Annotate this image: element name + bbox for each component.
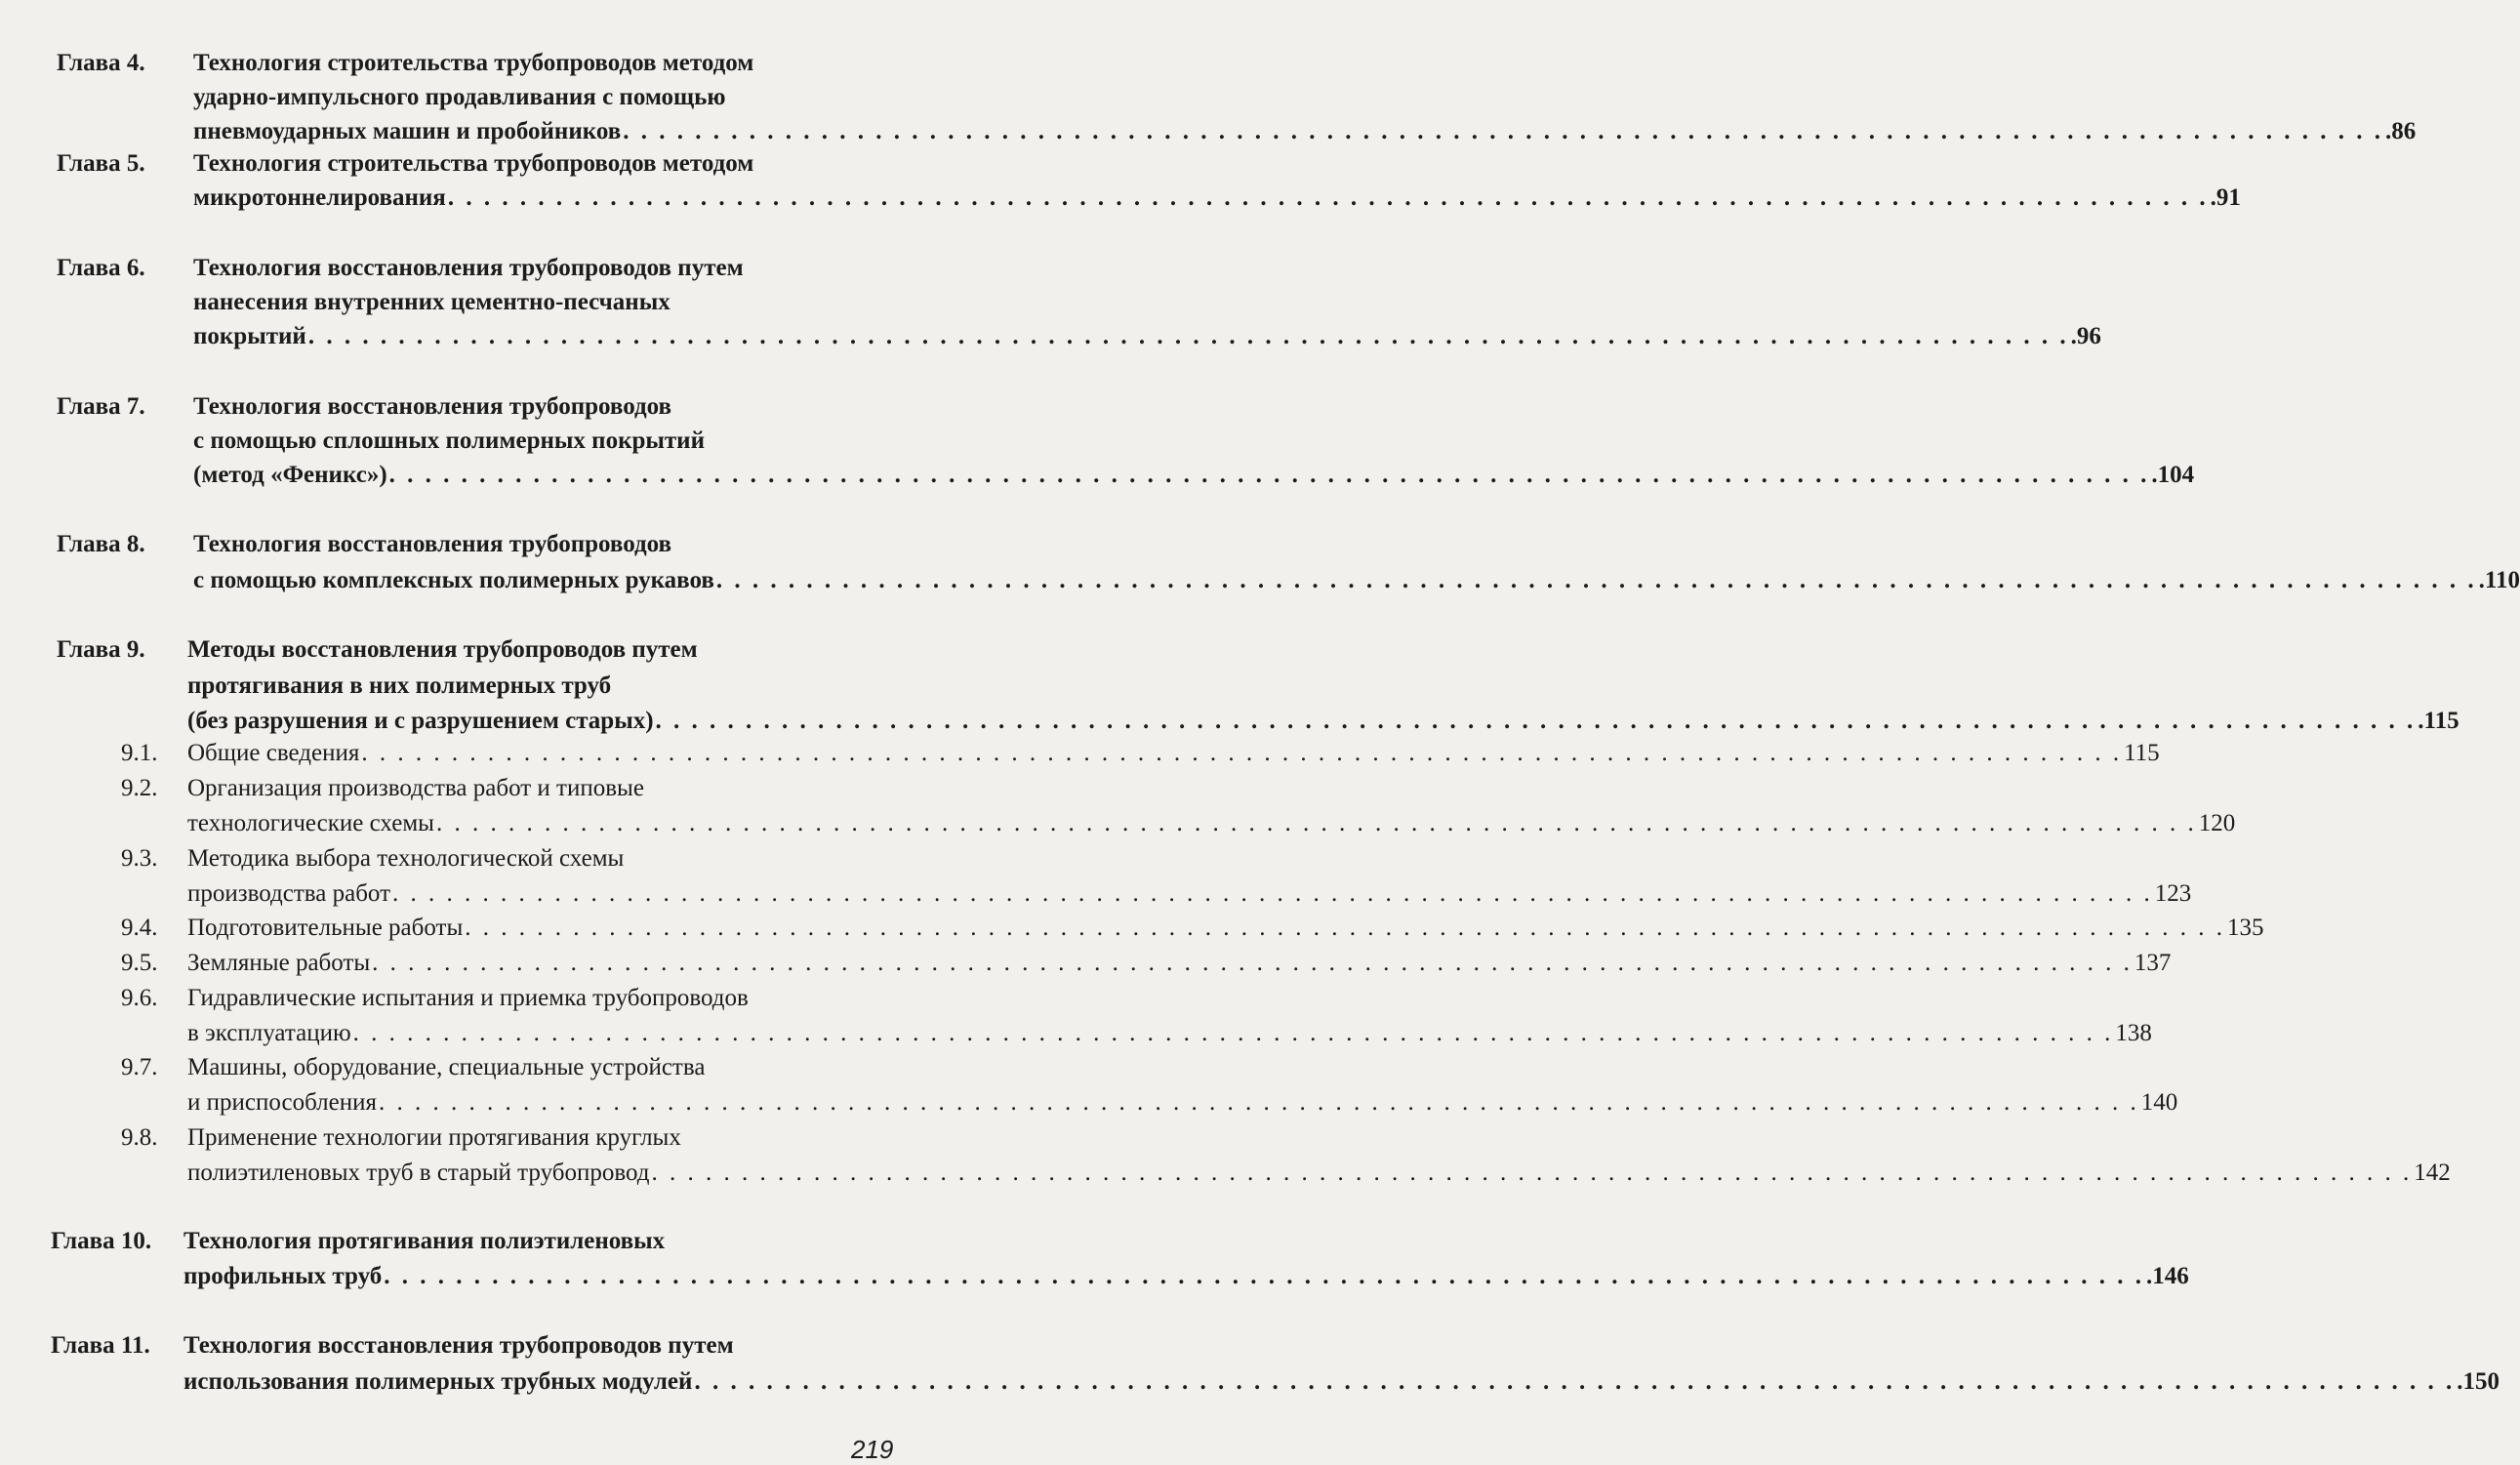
- section-9-6-entry[interactable]: [187, 1019, 2152, 1048]
- section-9-4-entry[interactable]: [187, 914, 2264, 943]
- chapter-9-title-line3: (без разрушения и с разрушением старых): [187, 708, 654, 734]
- page-number: 219: [851, 1435, 894, 1464]
- chapter-6-label: Глава 6.: [57, 255, 145, 281]
- leader-dots: . . . . . . . . . . . . . . . . . . . . . . . . . . . . . . . . . . . . . . . . . . . . . . . . . . . . . . . . . . . . . . . . . . . . . . . . . . . . . . . . . . . . . . . . . . . . . . . . . .: [352, 1020, 2114, 1046]
- section-9-3-entry[interactable]: [187, 879, 2192, 909]
- section-9-2-num: 9.2.: [121, 775, 158, 801]
- leader-dots: . . . . . . . . . . . . . . . . . . . . . . . . . . . . . . . . . . . . . . . . . . . . . . . . . . . . . . . . . . . . . . . . . . . . . . . . . . . . . . . . . . . . . . . . . . . . . . . . . .: [384, 1263, 2145, 1289]
- chapter-9-page: .115: [2418, 708, 2459, 734]
- chapter-10-title-line1: Технология протягивания полиэтиленовых: [183, 1228, 666, 1254]
- leader-dots: . . . . . . . . . . . . . . . . . . . . . . . . . . . . . . . . . . . . . . . . . . . . . . . . . . . . . . . . . . . . . . . . . . . . . . . . . . . . . . . . . . . . . . . . . . . . . . . . . .: [388, 462, 2150, 488]
- chapter-5-entry[interactable]: [193, 183, 2241, 213]
- leader-dots: . . . . . . . . . . . . . . . . . . . . . . . . . . . . . . . . . . . . . . . . . . . . . . . . . . . . . . . . . . . . . . . . . . . . . . . . . . . . . . . . . . . . . . . . . . . . . . . . . .: [694, 1368, 2456, 1395]
- chapter-6-title-line1: Технология восстановления трубопроводов путем: [193, 255, 744, 281]
- leader-dots: . . . . . . . . . . . . . . . . . . . . . . . . . . . . . . . . . . . . . . . . . . . . . . . . . . . . . . . . . . . . . . . . . . . . . . . . . . . . . . . . . . . . . . . . . . . . . . . . . .: [623, 118, 2383, 144]
- section-9-5-num: 9.5.: [121, 950, 158, 976]
- chapter-8-label: Глава 8.: [57, 531, 145, 557]
- section-9-8-entry[interactable]: [187, 1159, 2451, 1188]
- chapter-11-entry[interactable]: [183, 1367, 2500, 1397]
- section-9-1-page: 115: [2124, 740, 2160, 766]
- leader-dots: . . . . . . . . . . . . . . . . . . . . . . . . . . . . . . . . . . . . . . . . . . . . . . . . . . . . . . . . . . . . . . . . . . . . . . . . . . . . . . . . . . . . . . . . . . . . . . . . . .: [447, 184, 2209, 211]
- section-9-1-title: Общие сведения: [187, 740, 360, 766]
- chapter-9-entry[interactable]: [187, 707, 2459, 736]
- chapter-4-title-line1: Технология строительства трубопроводов методом: [193, 50, 754, 76]
- section-9-5-entry[interactable]: [187, 949, 2172, 978]
- chapter-8-title-line2: с помощью комплексных полимерных рукавов: [193, 567, 714, 593]
- chapter-6-entry[interactable]: [193, 322, 2101, 351]
- section-9-2-title-line1: Организация производства работ и типовые: [187, 775, 644, 801]
- chapter-7-title-line3: (метод «Феникс»): [193, 462, 387, 488]
- section-9-2-title-line2: технологические схемы: [187, 810, 434, 836]
- chapter-6-title-line2: нанесения внутренних цементно-песчаных: [193, 289, 671, 315]
- chapter-9-label: Глава 9.: [57, 636, 145, 663]
- chapter-10-label: Глава 10.: [51, 1228, 152, 1254]
- leader-dots: . . . . . . . . . . . . . . . . . . . . . . . . . . . . . . . . . . . . . . . . . . . . . . . . . . . . . . . . . . . . . . . . . . . . . . . . . . . . . . . . . . . . . . . . . . . . . . . . . .: [372, 950, 2133, 976]
- chapter-4-title-line2: ударно-импульсного продавливания с помощью: [193, 84, 726, 110]
- chapter-5-title-line2: микротоннелирования: [193, 184, 446, 211]
- section-9-4-num: 9.4.: [121, 915, 158, 941]
- chapter-9-title-line1: Методы восстановления трубопроводов путем: [187, 636, 698, 663]
- section-9-8-title-line2: полиэтиленовых труб в старый трубопровод: [187, 1160, 650, 1186]
- chapter-7-page: .104: [2151, 462, 2195, 488]
- leader-dots: . . . . . . . . . . . . . . . . . . . . . . . . . . . . . . . . . . . . . . . . . . . . . . . . . . . . . . . . . . . . . . . . . . . . . . . . . . . . . . . . . . . . . . . . . . . . . . . . . .: [392, 880, 2153, 907]
- section-9-7-num: 9.7.: [121, 1054, 158, 1080]
- chapter-9-title-line2: протягивания в них полимерных труб: [187, 672, 612, 699]
- section-9-7-title-line2: и приспособления: [187, 1089, 378, 1116]
- section-9-7-entry[interactable]: [187, 1088, 2178, 1118]
- leader-dots: . . . . . . . . . . . . . . . . . . . . . . . . . . . . . . . . . . . . . . . . . . . . . . . . . . . . . . . . . . . . . . . . . . . . . . . . . . . . . . . . . . . . . . . . . . . . . . . . . .: [715, 567, 2477, 593]
- chapter-4-label: Глава 4.: [57, 50, 145, 76]
- section-9-3-title-line2: производства работ: [187, 880, 391, 907]
- leader-dots: . . . . . . . . . . . . . . . . . . . . . . . . . . . . . . . . . . . . . . . . . . . . . . . . . . . . . . . . . . . . . . . . . . . . . . . . . . . . . . . . . . . . . . . . . . . . . . . . . .: [361, 740, 2123, 766]
- leader-dots: . . . . . . . . . . . . . . . . . . . . . . . . . . . . . . . . . . . . . . . . . . . . . . . . . . . . . . . . . . . . . . . . . . . . . . . . . . . . . . . . . . . . . . . . . . . . . . . . . .: [307, 323, 2069, 349]
- chapter-5-label: Глава 5.: [57, 150, 145, 177]
- section-9-2-page: 120: [2198, 810, 2236, 836]
- section-9-8-title-line1: Применение технологии протягивания круглых: [187, 1124, 681, 1151]
- section-9-6-title-line2: в эксплуатацию: [187, 1020, 351, 1046]
- chapter-4-page: .86: [2384, 118, 2417, 144]
- leader-dots: . . . . . . . . . . . . . . . . . . . . . . . . . . . . . . . . . . . . . . . . . . . . . . . . . . . . . . . . . . . . . . . . . . . . . . . . . . . . . . . . . . . . . . . . . . . . . . . . . .: [379, 1089, 2139, 1116]
- chapter-8-title-line1: Технология восстановления трубопроводов: [193, 531, 672, 557]
- leader-dots: . . . . . . . . . . . . . . . . . . . . . . . . . . . . . . . . . . . . . . . . . . . . . . . . . . . . . . . . . . . . . . . . . . . . . . . . . . . . . . . . . . . . . . . . . . . . . . . . . .: [465, 915, 2226, 941]
- leader-dots: . . . . . . . . . . . . . . . . . . . . . . . . . . . . . . . . . . . . . . . . . . . . . . . . . . . . . . . . . . . . . . . . . . . . . . . . . . . . . . . . . . . . . . . . . . . . . . . . . .: [651, 1160, 2413, 1186]
- leader-dots: . . . . . . . . . . . . . . . . . . . . . . . . . . . . . . . . . . . . . . . . . . . . . . . . . . . . . . . . . . . . . . . . . . . . . . . . . . . . . . . . . . . . . . . . . . . . . . . . . .: [435, 810, 2197, 836]
- chapter-5-page: .91: [2210, 184, 2241, 211]
- chapter-4-title-line3: пневмоударных машин и пробойников: [193, 118, 622, 144]
- chapter-7-entry[interactable]: [193, 461, 2195, 490]
- chapter-8-page: .110: [2478, 567, 2520, 593]
- section-9-7-title-line1: Машины, оборудование, специальные устройства: [187, 1054, 706, 1080]
- chapter-11-page: .150: [2457, 1368, 2500, 1395]
- section-9-6-title-line1: Гидравлические испытания и приемка трубопроводов: [187, 985, 749, 1011]
- section-9-6-page: 138: [2115, 1020, 2152, 1046]
- section-9-1-entry[interactable]: [187, 739, 2160, 768]
- leader-dots: . . . . . . . . . . . . . . . . . . . . . . . . . . . . . . . . . . . . . . . . . . . . . . . . . . . . . . . . . . . . . . . . . . . . . . . . . . . . . . . . . . . . . . . . . . . . . . . . . .: [655, 708, 2417, 734]
- section-9-4-title: Подготовительные работы: [187, 915, 464, 941]
- section-9-7-page: 140: [2140, 1089, 2178, 1116]
- chapter-6-page: .96: [2070, 323, 2101, 349]
- chapter-10-entry[interactable]: [183, 1262, 2189, 1291]
- section-9-2-entry[interactable]: [187, 809, 2236, 838]
- section-9-3-page: 123: [2154, 880, 2192, 907]
- chapter-5-title-line1: Технология строительства трубопроводов методом: [193, 150, 754, 177]
- section-9-8-num: 9.8.: [121, 1124, 158, 1151]
- section-9-6-num: 9.6.: [121, 985, 158, 1011]
- section-9-5-page: 137: [2134, 950, 2172, 976]
- chapter-11-label: Глава 11.: [51, 1332, 150, 1359]
- section-9-8-page: 142: [2414, 1160, 2451, 1186]
- section-9-1-num: 9.1.: [121, 740, 158, 766]
- section-9-4-page: 135: [2227, 915, 2264, 941]
- chapter-4-entry[interactable]: [193, 117, 2417, 146]
- section-9-3-num: 9.3.: [121, 845, 158, 872]
- chapter-8-entry[interactable]: [193, 566, 2520, 595]
- chapter-7-label: Глава 7.: [57, 393, 145, 420]
- chapter-11-title-line1: Технология восстановления трубопроводов путем: [183, 1332, 734, 1359]
- chapter-6-title-line3: покрытий: [193, 323, 306, 349]
- chapter-11-title-line2: использования полимерных трубных модулей: [183, 1368, 693, 1395]
- chapter-10-title-line2: профильных труб: [183, 1263, 383, 1289]
- chapter-10-page: .146: [2146, 1263, 2189, 1289]
- section-9-3-title-line1: Методика выбора технологической схемы: [187, 845, 625, 872]
- chapter-7-title-line2: с помощью сплошных полимерных покрытий: [193, 427, 705, 454]
- chapter-7-title-line1: Технология восстановления трубопроводов: [193, 393, 672, 420]
- section-9-5-title: Земляные работы: [187, 950, 371, 976]
